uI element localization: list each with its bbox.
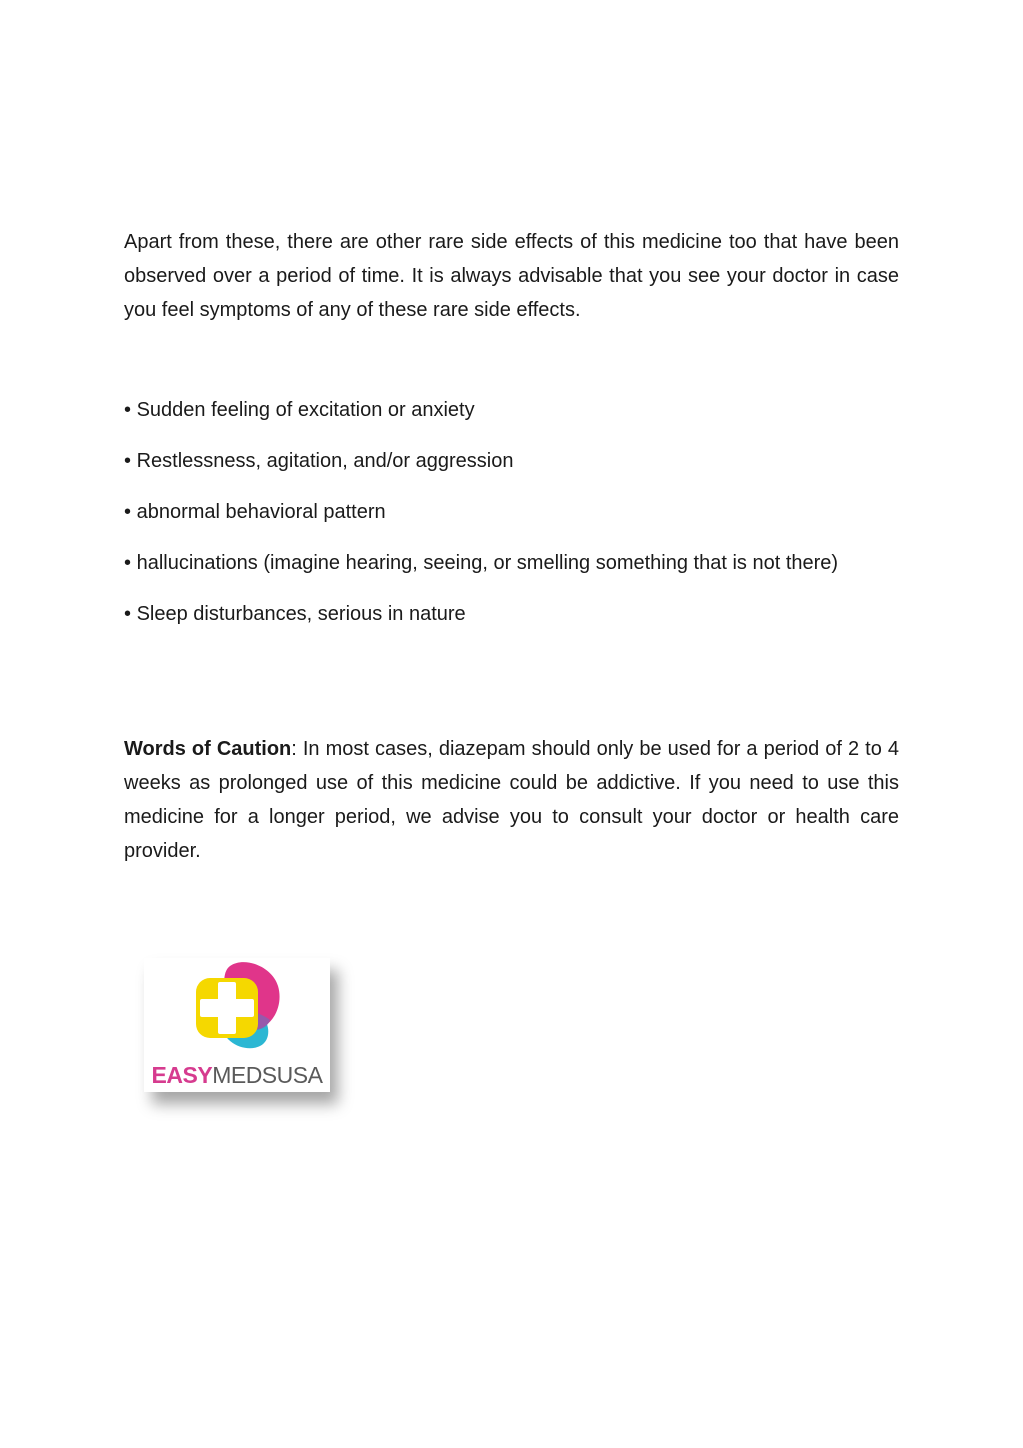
- intro-paragraph: Apart from these, there are other rare side effects of this medicine too that have been observed over a period of time. It is always advisable that you see your doctor in case you feel symptoms of any of these rare side effects.: [124, 231, 899, 321]
- brand-name: [144, 1062, 330, 1089]
- list-item-text: hallucinations (imagine hearing, seeing, or smelling something that is not there): [136, 552, 839, 574]
- side-effects-list: [124, 393, 899, 648]
- caution-separator: :: [291, 738, 297, 760]
- list-item: [124, 444, 899, 478]
- brand-name-medsusa: MEDSUSA: [212, 1062, 323, 1088]
- medical-cross-icon: [144, 958, 330, 1058]
- list-item: [124, 597, 899, 631]
- bullet-icon: •: [124, 450, 132, 472]
- bullet-icon: •: [124, 501, 132, 523]
- list-item-text: Restlessness, agitation, and/or aggression: [136, 450, 514, 472]
- list-item-text: Sudden feeling of excitation or anxiety: [136, 399, 475, 421]
- brand-name-easy: EASY: [151, 1062, 213, 1088]
- caution-paragraph: [124, 732, 899, 868]
- document-body: [124, 225, 899, 862]
- bullet-icon: •: [124, 399, 132, 421]
- brand-logo: [144, 958, 330, 1092]
- list-item: [124, 495, 899, 529]
- caution-text: In most cases, diazepam should only be used for a period of 2 to 4 weeks as prolonged use of this medicine could be addictive. If you need to use this medicine for a longer period, we advise you to consult your doctor or health care provider.: [124, 738, 899, 862]
- caution-heading: Words of Caution: [124, 738, 292, 760]
- bullet-icon: •: [124, 603, 132, 625]
- list-item-text: Sleep disturbances, serious in nature: [136, 603, 466, 625]
- list-item: [124, 546, 899, 580]
- list-item-text: abnormal behavioral pattern: [136, 501, 386, 523]
- list-item: [124, 393, 899, 427]
- bullet-icon: •: [124, 552, 132, 574]
